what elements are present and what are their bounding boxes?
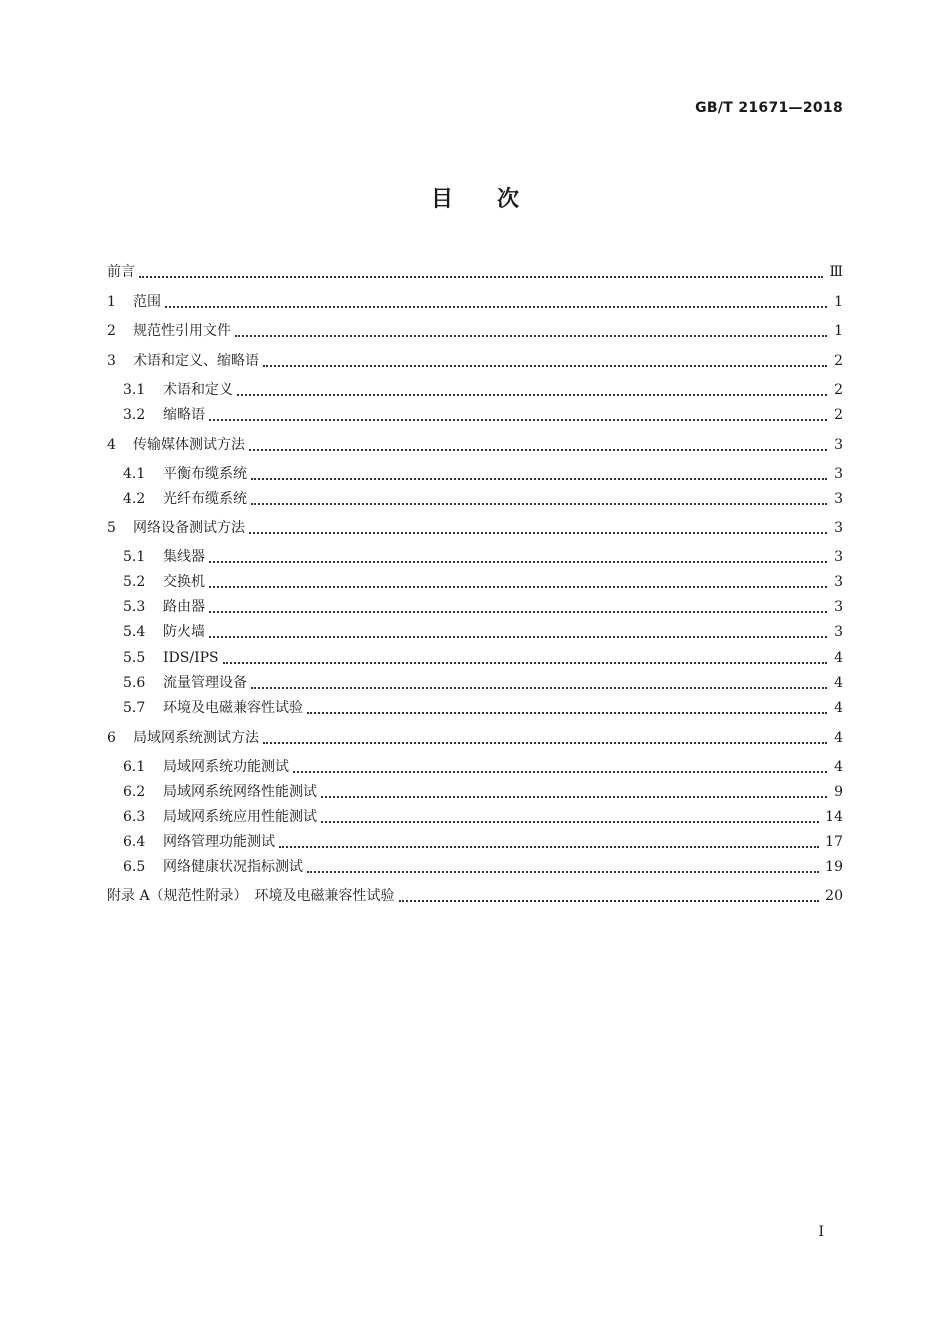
toc-entry-number: 3 [107, 353, 116, 369]
toc-entry-page: 4 [834, 759, 843, 775]
toc-entry[interactable] [123, 547, 843, 567]
toc-entry-label: 集线器 [163, 549, 205, 565]
toc-entry-page: 3 [834, 574, 843, 590]
toc-entry-number: 1 [107, 294, 116, 310]
toc-entry-label: 网络管理功能测试 [163, 834, 275, 850]
toc-entry[interactable] [123, 597, 843, 617]
toc-entry-number: 5.4 [123, 624, 146, 640]
toc-entry[interactable] [123, 673, 843, 693]
toc-entry-page: 1 [834, 294, 843, 310]
toc-entry-page: 2 [834, 382, 843, 398]
toc-entry-label: 网络设备测试方法 [133, 520, 245, 536]
toc-entry[interactable] [123, 757, 843, 777]
toc-entry-number: 4 [107, 437, 116, 453]
toc-dot-leader [399, 900, 820, 902]
toc-entry-label: 前言 [107, 264, 135, 280]
toc-entry[interactable] [123, 782, 843, 802]
toc-dot-leader [237, 394, 827, 396]
toc-entry-number: 5.3 [123, 599, 146, 615]
toc-entry[interactable] [123, 807, 843, 827]
toc-dot-leader [235, 335, 827, 337]
toc-entry-label: 规范性引用文件 [133, 323, 231, 339]
toc-entry-page: Ⅲ [829, 264, 843, 280]
toc-entry-page: 9 [834, 784, 843, 800]
toc-entry-label: 缩略语 [163, 407, 205, 423]
toc-entry-number: 6.3 [123, 809, 146, 825]
toc-entry-label: 局域网系统测试方法 [133, 730, 259, 746]
toc-entry-number: 5.1 [123, 549, 146, 565]
toc-entry-label: IDS/IPS [163, 650, 219, 666]
toc-entry[interactable] [123, 648, 843, 668]
toc-entry-number: 3.2 [123, 407, 146, 423]
toc-entry[interactable] [107, 728, 843, 748]
toc-dot-leader [165, 306, 827, 308]
toc-dot-leader [293, 771, 827, 773]
toc-entry-label: 交换机 [163, 574, 205, 590]
toc-entry-page: 14 [825, 809, 843, 825]
toc-entry-label: 传输媒体测试方法 [133, 437, 245, 453]
toc-entry-page: 20 [825, 888, 843, 904]
toc-entry[interactable] [107, 351, 843, 371]
toc-entry-page: 3 [834, 599, 843, 615]
toc-entry-number: 5.6 [123, 675, 146, 691]
toc-dot-leader [251, 503, 827, 505]
toc-entry[interactable] [123, 405, 843, 425]
toc-entry-page: 4 [834, 700, 843, 716]
toc-entry-page: 3 [834, 624, 843, 640]
toc-entry-number: 5.7 [123, 700, 146, 716]
toc-dot-leader [263, 742, 827, 744]
toc-entry-label: 范围 [133, 294, 161, 310]
toc-entry-label: 网络健康状况指标测试 [163, 859, 303, 875]
toc-entry[interactable] [123, 489, 843, 509]
toc-entry-page: 2 [834, 407, 843, 423]
toc-entry-label: 环境及电磁兼容性试验 [163, 700, 303, 716]
toc-dot-leader [249, 532, 827, 534]
toc-dot-leader [209, 561, 827, 563]
toc-entry-page: 17 [825, 834, 843, 850]
toc-entry-label: 流量管理设备 [163, 675, 247, 691]
toc-entry-page: 3 [834, 437, 843, 453]
toc-entry[interactable] [123, 464, 843, 484]
toc-dot-leader [209, 419, 827, 421]
toc-dot-leader [263, 365, 827, 367]
toc-entry-number: 6.2 [123, 784, 146, 800]
toc-dot-leader [321, 821, 819, 823]
toc-entry-label: 防火墙 [163, 624, 205, 640]
toc-entry-label: 光纤布缆系统 [163, 491, 247, 507]
toc-entry-label: 术语和定义、缩略语 [133, 353, 259, 369]
toc-entry-page: 4 [834, 650, 843, 666]
toc-entry[interactable] [107, 321, 843, 341]
toc-entry-number: 3.1 [123, 382, 146, 398]
toc-dot-leader [223, 662, 827, 664]
toc-entry[interactable] [123, 857, 843, 877]
toc-entry-number: 6.1 [123, 759, 146, 775]
toc-dot-leader [209, 611, 827, 613]
standard-code: GB/T 21671—2018 [695, 100, 843, 116]
toc-dot-leader [279, 846, 819, 848]
toc-entry-label: 附录 A（规范性附录） 环境及电磁兼容性试验 [107, 888, 395, 904]
toc-entry-page: 3 [834, 549, 843, 565]
toc-entry[interactable] [123, 572, 843, 592]
toc-entry-number: 6.5 [123, 859, 146, 875]
toc-entry-label: 局域网系统应用性能测试 [163, 809, 317, 825]
toc-entry[interactable] [123, 698, 843, 718]
toc-entry-page: 3 [834, 520, 843, 536]
toc-entry[interactable] [123, 832, 843, 852]
toc-entry[interactable] [107, 292, 843, 312]
toc-entry-number: 6 [107, 730, 116, 746]
toc-dot-leader [209, 586, 827, 588]
toc-dot-leader [321, 796, 827, 798]
toc-entry[interactable] [123, 622, 843, 642]
toc-entry-number: 2 [107, 323, 116, 339]
toc-entry[interactable] [107, 262, 843, 282]
toc-entry-page: 3 [834, 491, 843, 507]
toc-entry-page: 4 [834, 730, 843, 746]
toc-entry-page: 1 [834, 323, 843, 339]
toc-entry-label: 平衡布缆系统 [163, 466, 247, 482]
toc-entry-number: 5.2 [123, 574, 146, 590]
toc-entry[interactable] [107, 886, 843, 906]
page-number: Ⅰ [818, 1224, 824, 1240]
toc-entry[interactable] [123, 380, 843, 400]
toc-entry[interactable] [107, 518, 843, 538]
toc-entry-number: 4.1 [123, 466, 146, 482]
toc-entry[interactable] [107, 435, 843, 455]
toc-entry-page: 3 [834, 466, 843, 482]
toc-entry-page: 19 [825, 859, 843, 875]
toc-entry-label: 局域网系统功能测试 [163, 759, 289, 775]
toc-entry-label: 术语和定义 [163, 382, 233, 398]
toc-entry-label: 路由器 [163, 599, 205, 615]
toc-dot-leader [251, 687, 827, 689]
toc-dot-leader [249, 449, 827, 451]
toc-entry-page: 2 [834, 353, 843, 369]
toc-entry-number: 6.4 [123, 834, 146, 850]
toc-dot-leader [209, 636, 827, 638]
toc-entry-number: 5 [107, 520, 116, 536]
toc-dot-leader [307, 871, 819, 873]
page-title: 目 次 [430, 187, 519, 212]
toc-entry-page: 4 [834, 675, 843, 691]
toc-entry-number: 5.5 [123, 650, 146, 666]
toc-entry-number: 4.2 [123, 491, 146, 507]
toc-dot-leader [139, 276, 823, 278]
toc-entry-label: 局域网系统网络性能测试 [163, 784, 317, 800]
toc-dot-leader [307, 712, 827, 714]
toc-dot-leader [251, 478, 827, 480]
